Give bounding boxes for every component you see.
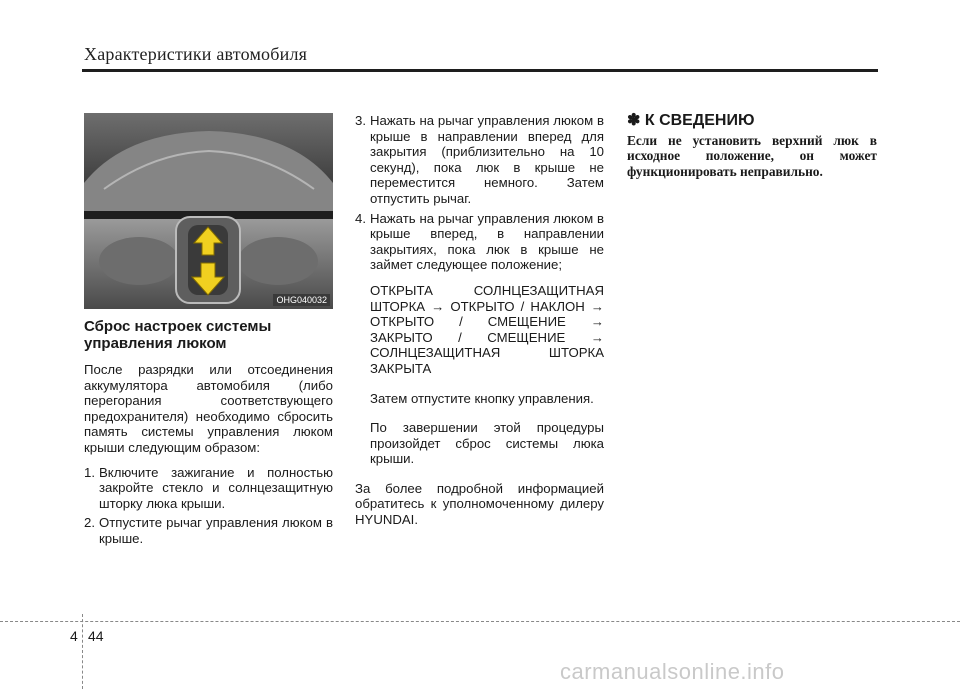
release-instruction: Затем отпустите кнопку управления. [370, 390, 594, 406]
step-1 [84, 465, 333, 512]
column-2 [355, 113, 604, 537]
step-text: Отпустите рычаг управления люком в крыше. [99, 515, 333, 546]
column-1 [84, 318, 333, 551]
page-header-title: Характеристики автомобиля [84, 44, 308, 64]
step-number: 4. [355, 210, 366, 226]
step-2 [84, 515, 333, 546]
step-text: Включите зажигание и полностью закройте стекло и солнцезащитную шторку люка крыши. [99, 464, 333, 511]
step-4 [355, 211, 604, 273]
section-number: 4 [70, 628, 78, 644]
sunroof-control-photo [84, 113, 333, 309]
step-number: 1. [84, 464, 95, 480]
note-body: Если не установить верхний люк в исходное положение, он может функционировать неправильно. [627, 132, 877, 179]
step-text: Нажать на рычаг управления люком в крыше в направлении вперед для закрытия (приблизительно на 10 секунд), пока люк в крыше не переместится немного. Затем отпустить рычаг. [370, 113, 604, 206]
position-sequence: ОТКРЫТА СОЛНЦЕЗАЩИТНАЯ ШТОРКА → ОТКРЫТО / НАКЛОН → ОТКРЫТО / СМЕЩЕНИЕ → ЗАКРЫТО / СМЕЩЕНИЕ → СОЛНЦЕЗАЩИТНАЯ ШТОРКА ЗАКРЫТА [370, 282, 604, 376]
page-number: 44 [88, 628, 104, 644]
footer-rule [0, 621, 960, 622]
note-title: К СВЕДЕНИЮ [644, 112, 755, 129]
intro-paragraph: После разрядки или отсоединения аккумулятора автомобиля (либо перегорания соответствующего предохранителя) необходимо сбросить память системы управления люком крыши следующим образом: [84, 362, 333, 455]
section-heading: Сброс настроек системы управления люком [84, 318, 272, 352]
console-illustration [84, 113, 333, 309]
dealer-contact: За более подробной информацией обратитесь к уполномоченному дилеру HYUNDAI. [355, 480, 604, 528]
figure-code: OHG040032 [273, 294, 330, 306]
step-number: 2. [84, 515, 95, 531]
header-rule [82, 69, 878, 72]
info-note [627, 113, 877, 179]
watermark: carmanualsonline.info [560, 659, 785, 684]
note-symbol-icon: ✽ [627, 112, 641, 129]
step-number: 3. [355, 113, 366, 128]
step-text: Нажать на рычаг управления люком в крыше вперед, в направлении закрытиях, пока люк в крыше не займет следующее положение; [370, 210, 604, 273]
note-heading [627, 113, 877, 129]
reset-result: По завершении этой процедуры произойдет сброс системы люка крыши. [370, 420, 604, 467]
footer-divider [82, 614, 83, 689]
step-3 [355, 113, 604, 207]
